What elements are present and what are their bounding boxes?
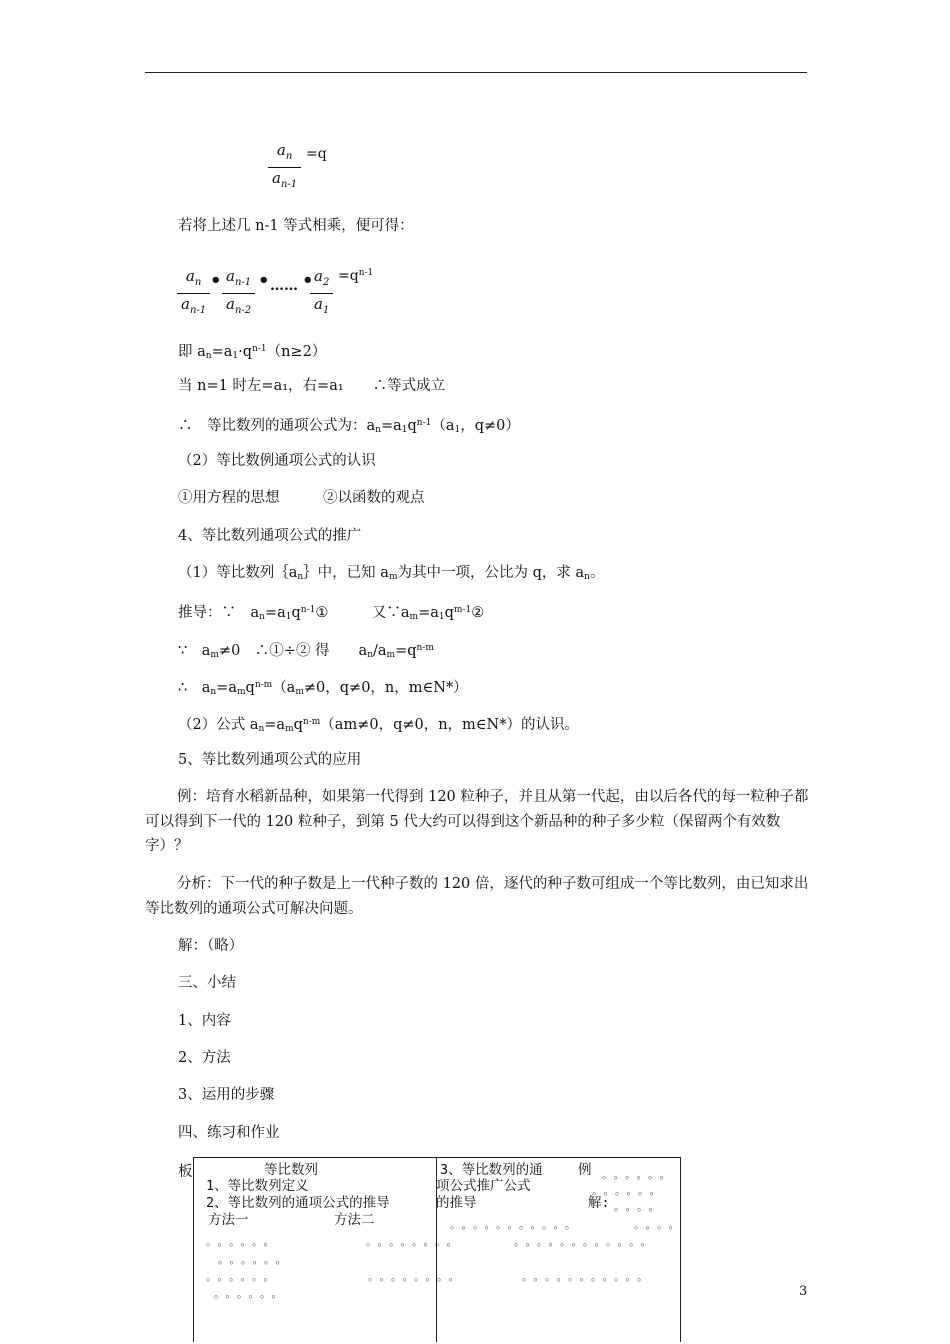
text-line-1: 若将上述几 n-1 等式相乘，便可得： <box>178 218 414 234</box>
text-line-6: ①用方程的思想 ②以函数的观点 <box>178 490 425 506</box>
board-right-2: 项公式推广公式 <box>436 1178 531 1194</box>
dots: 。。。。。。。。 <box>368 1270 466 1283</box>
multiply-dot: • <box>258 270 270 291</box>
text-line-16: 1、内容 <box>178 1013 231 1029</box>
example-paragraph: 例：培育水稻新品种，如果第一代得到 120 粒种子，并且从第一代起，由以后各代的每一粒种子都可以得到下一代的 120 粒种子，到第 5 代大约可以得到这个新品种的种子多少粒（保留两个有效数字）？ <box>145 789 809 854</box>
page-number: 3 <box>799 1284 808 1299</box>
dots: 。。。。。。。。。。。 <box>450 1218 582 1231</box>
text-line-4: ∴ 等比数列的通项公式为：$a_n=a_1q^{n-1}(a_1$，q≠0） <box>178 418 520 435</box>
text-line-17: 2、方法 <box>178 1050 231 1066</box>
text-line-15: 三、小结 <box>178 975 236 991</box>
text-line-13: 5、等比数列通项公式的应用 <box>178 752 362 768</box>
text-line-12: （2）公式 $a_n=a_mq^{n-m}(am\ne 0$，q≠0，n，m∈N*）的认识。 <box>178 717 579 734</box>
fraction-an-over-an-1: $\frac{a_n}{a_{n-1}}$ <box>268 140 301 195</box>
dots: 。。。。。。 <box>206 1235 281 1248</box>
multiply-dot: • <box>302 270 314 291</box>
text-line-7: 4、等比数列通项公式的推广 <box>178 528 362 544</box>
text-line-19: 四、练习和作业 <box>178 1125 280 1141</box>
ellipsis: …… <box>270 278 298 294</box>
text-line-14: 解：（略） <box>178 938 244 954</box>
board-method-2: 方法二 <box>334 1212 375 1228</box>
board-method-1: 方法一 <box>208 1212 249 1228</box>
text-line-3: 当 n=1 时左=a₁，右=a₁ ∴等式成立 <box>178 378 446 394</box>
text-line-5: （2）等比数例通项公式的认识 <box>178 453 376 469</box>
dots: 。。。。。。。。。。。。 <box>514 1235 658 1248</box>
equals-q-power: $=q^{n-1}$ <box>338 268 374 284</box>
text-line-9: 推导：∵ $a_n=a_1q^{n-1}①$ 又$\because a_m=a_1q^{m-1}②$ <box>178 605 485 622</box>
board-right-1: 3、等比数列的通 <box>440 1162 543 1178</box>
dots: 。。。。。。 <box>592 1184 667 1197</box>
board-solution: 解: <box>588 1195 610 1211</box>
fraction-2: $\frac{a_{n-1}}{a_{n-2}}$ <box>222 266 255 321</box>
text-line-2: 即 $a_n=a_1\cdot q^{n-1}(n\ge 2)$ <box>178 344 327 361</box>
header-rule <box>145 72 807 73</box>
dots: 。。。。 <box>614 1200 666 1213</box>
text-line-10: ∵ $a_m\ne 0$ ∴①÷② 得 $a_n/a_m=q^{n-m}$ <box>178 643 434 660</box>
board-title: 等比数列 <box>264 1162 318 1178</box>
fraction-3: $\frac{a_2}{a_1}$ <box>310 266 333 321</box>
text-line-18: 3、运用的步骤 <box>178 1087 275 1103</box>
dots: 。。。。。。。。 <box>366 1235 464 1248</box>
equals-q: =q <box>306 146 327 162</box>
multiply-dot: • <box>210 270 222 291</box>
board-right-3: 的推导 <box>436 1195 477 1211</box>
dots: 。。。。 <box>634 1218 686 1231</box>
board-example: 例 <box>578 1162 592 1178</box>
text-line-11: ∴ $a_n=a_mq^{n-m}(a_m\ne 0$，q≠0，n，m∈N*） <box>178 680 468 697</box>
dots: 。。。。。。 <box>206 1270 281 1283</box>
board-item-2: 2、等比数列的通项公式的推导 <box>206 1195 390 1211</box>
dots: 。。。。。。 <box>602 1168 677 1181</box>
board-label: 板 <box>178 1164 193 1180</box>
dots: 。。。。。。。。。。。 <box>522 1270 654 1283</box>
dots: 。。。。。。 <box>214 1287 289 1300</box>
board-item-1: 1、等比数列定义 <box>206 1178 309 1194</box>
text-line-8: （1）等比数列$\{a_n\}$中，已知 $a_m$为其中一项，公比为 q，求 $a_n$。 <box>178 565 605 582</box>
dots: 。。。。。。 <box>218 1253 293 1266</box>
analysis-paragraph: 分析：下一代的种子数是上一代种子数的 120 倍，逐代的种子数可组成一个等比数列，由已知求出等比数列的通项公式可解决问题。 <box>145 876 809 917</box>
fraction-1: $\frac{a_n}{a_{n-1}}$ <box>177 266 210 321</box>
blackboard-layout <box>193 1157 686 1342</box>
